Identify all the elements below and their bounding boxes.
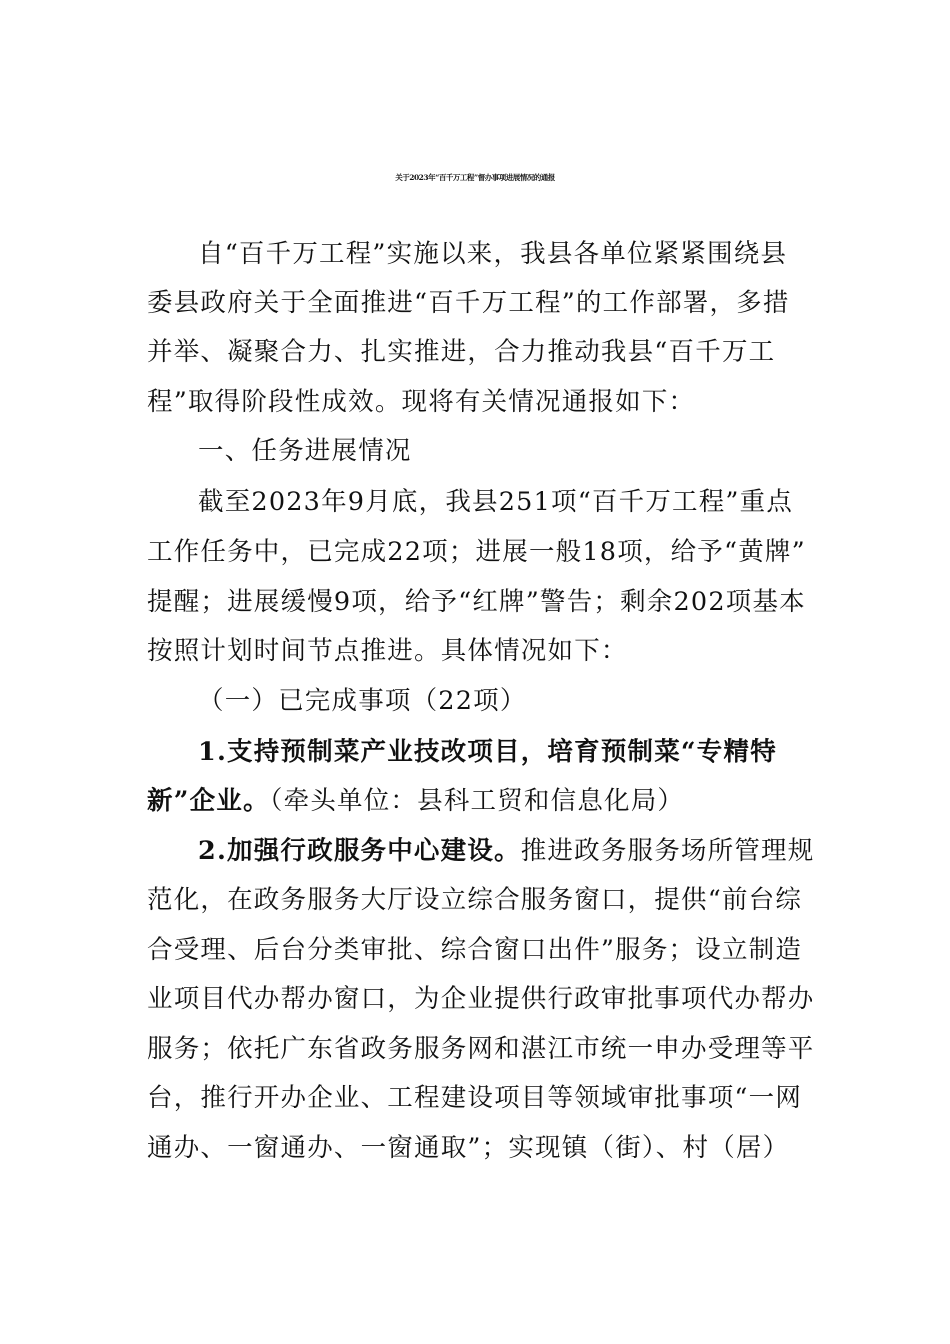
line-text-bold: 2.加强行政服务中心建设。 [198,836,521,866]
paragraph-line [147,534,806,570]
line-text: 业项目代办帮办窗口，为企业提供行政审批事项代办帮办 [147,984,815,1014]
item-heading [198,833,814,869]
subsection-heading [198,683,527,719]
item-heading [198,734,777,770]
line-text: 通办、一窗通办、一窗通取”；实现镇（街）、村（居） [147,1133,790,1163]
paragraph-line [198,484,793,520]
paragraph-line [147,882,802,918]
paragraph-line [198,236,787,272]
paragraph-line [147,334,775,370]
line-text-bold: 新”企业。 [147,786,270,816]
paragraph-line [147,1031,815,1067]
line-text-bold: 1.支持预制菜产业技改项目，培育预制菜“专精特 [198,737,777,767]
line-text: 按照计划时间节点推进。具体情况如下： [147,636,628,666]
paragraph-line [147,384,695,420]
line-text: 合受理、后台分类审批、综合窗口出件”服务；设立制造 [147,935,803,965]
line-text: 台，推行开办企业、工程建设项目等领域审批事项“一网 [147,1083,803,1113]
document-title: 关于2023年“百千万工程”督办事项进展情况的通报 [395,173,555,182]
line-text: 推进政务服务场所管理规 [520,836,815,866]
line-text: 提醒；进展缓慢9项，给予“红牌”警告；剩余202项基本 [147,587,806,617]
paragraph-line [147,1080,802,1116]
paragraph-line [147,1130,789,1166]
line-text: 并举、凝聚合力、扎实推进，合力推动我县“百千万工 [147,337,776,367]
line-text: 自“百千万工程”实施以来，我县各单位紧紧围绕县 [198,239,788,269]
line-text: 程”取得阶段性成效。现将有关情况通报如下： [147,387,696,417]
paragraph-line [147,932,802,968]
paragraph-line [147,584,806,620]
line-text: 一、任务进展情况 [198,436,412,466]
paragraph-line [147,783,684,819]
section-heading [198,433,412,469]
line-text: 委县政府关于全面推进“百千万工程”的工作部署，多措 [147,288,790,318]
paragraph-line [147,285,790,321]
line-text: 工作任务中，已完成22项；进展一般18项，给予“黄牌” [147,537,806,567]
line-text: （一）已完成事项（22项） [198,686,527,716]
paragraph-line [147,633,628,669]
line-text: （牵头单位：县科工贸和信息化局） [269,786,685,816]
paragraph-line [147,981,815,1017]
line-text: 截至2023年9月底，我县251项“百千万工程”重点 [198,487,794,517]
line-text: 范化，在政务服务大厅设立综合服务窗口，提供“前台综 [147,885,803,915]
line-text: 服务；依托广东省政务服务网和湛江市统一申办受理等平 [147,1034,815,1064]
